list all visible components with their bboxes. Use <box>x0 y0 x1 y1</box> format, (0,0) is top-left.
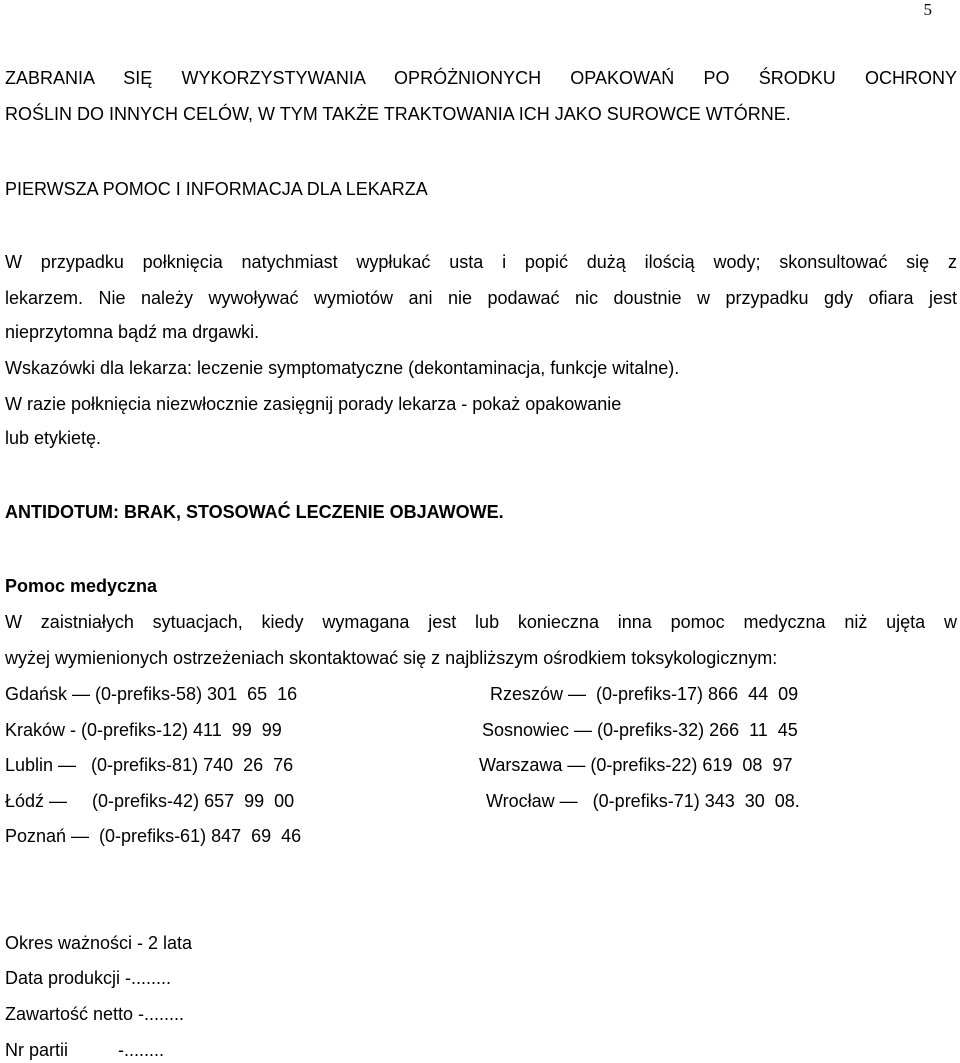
first-aid-line-1: W przypadku połknięcia natychmiast wypłukać usta i popić dużą ilością wody; skonsultować się z <box>5 252 957 272</box>
first-aid-line-5: W razie połknięcia niezwłocznie zasięgnij porady lekarza - pokaż opakowanie <box>5 394 622 414</box>
first-aid-heading: PIERWSZA POMOC I INFORMACJA DLA LEKARZA <box>5 179 428 199</box>
warning-line-1: ZABRANIA SIĘ WYKORZYSTYWANIA OPRÓŻNIONYCH OPAKOWAŃ PO ŚRODKU OCHRONY <box>5 68 957 88</box>
center-poznan: Poznań — (0-prefiks-61) 847 69 46 <box>5 826 302 846</box>
center-rzeszow: Rzeszów — (0-prefiks-17) 866 44 09 <box>490 684 799 704</box>
warning-line-2: ROŚLIN DO INNYCH CELÓW, W TYM TAKŻE TRAKTOWANIA ICH JAKO SUROWCE WTÓRNE. <box>5 104 791 124</box>
first-aid-line-6: lub etykietę. <box>5 428 102 448</box>
page-number: 5 <box>923 0 932 19</box>
medical-help-heading: Pomoc medyczna <box>5 576 158 596</box>
center-wroclaw: Wrocław — (0-prefiks-71) 343 30 08. <box>486 791 800 811</box>
production-date: Data produkcji -........ <box>5 968 172 988</box>
expiry-info: Okres ważności - 2 lata <box>5 933 193 953</box>
net-content: Zawartość netto -........ <box>5 1004 185 1024</box>
center-warszawa: Warszawa — (0-prefiks-22) 619 08 97 <box>479 755 793 775</box>
medical-help-line-2: wyżej wymienionych ostrzeżeniach skontaktować się z najbliższym ośrodkiem toksykologicznym: <box>5 648 778 668</box>
center-lublin: Lublin — (0-prefiks-81) 740 26 76 <box>5 755 294 775</box>
batch-number: Nr partii -........ <box>5 1040 165 1060</box>
first-aid-line-4: Wskazówki dla lekarza: leczenie symptomatyczne (dekontaminacja, funkcje witalne). <box>5 358 680 378</box>
center-krakow: Kraków - (0-prefiks-12) 411 99 99 <box>5 720 282 740</box>
first-aid-line-2: lekarzem. Nie należy wywoływać wymiotów ani nie podawać nic doustnie w przypadku gdy ofiara jest <box>5 288 957 308</box>
medical-help-line-1: W zaistniałych sytuacjach, kiedy wymagana jest lub konieczna inna pomoc medyczna niż ujęta w <box>5 612 957 632</box>
center-lodz: Łódź — (0-prefiks-42) 657 99 00 <box>5 791 295 811</box>
center-sosnowiec: Sosnowiec — (0-prefiks-32) 266 11 45 <box>482 720 798 740</box>
center-gdansk: Gdańsk — (0-prefiks-58) 301 65 16 <box>5 684 298 704</box>
first-aid-line-3: nieprzytomna bądź ma drgawki. <box>5 322 260 342</box>
antidote-heading: ANTIDOTUM: BRAK, STOSOWAĆ LECZENIE OBJAWOWE. <box>5 502 504 522</box>
